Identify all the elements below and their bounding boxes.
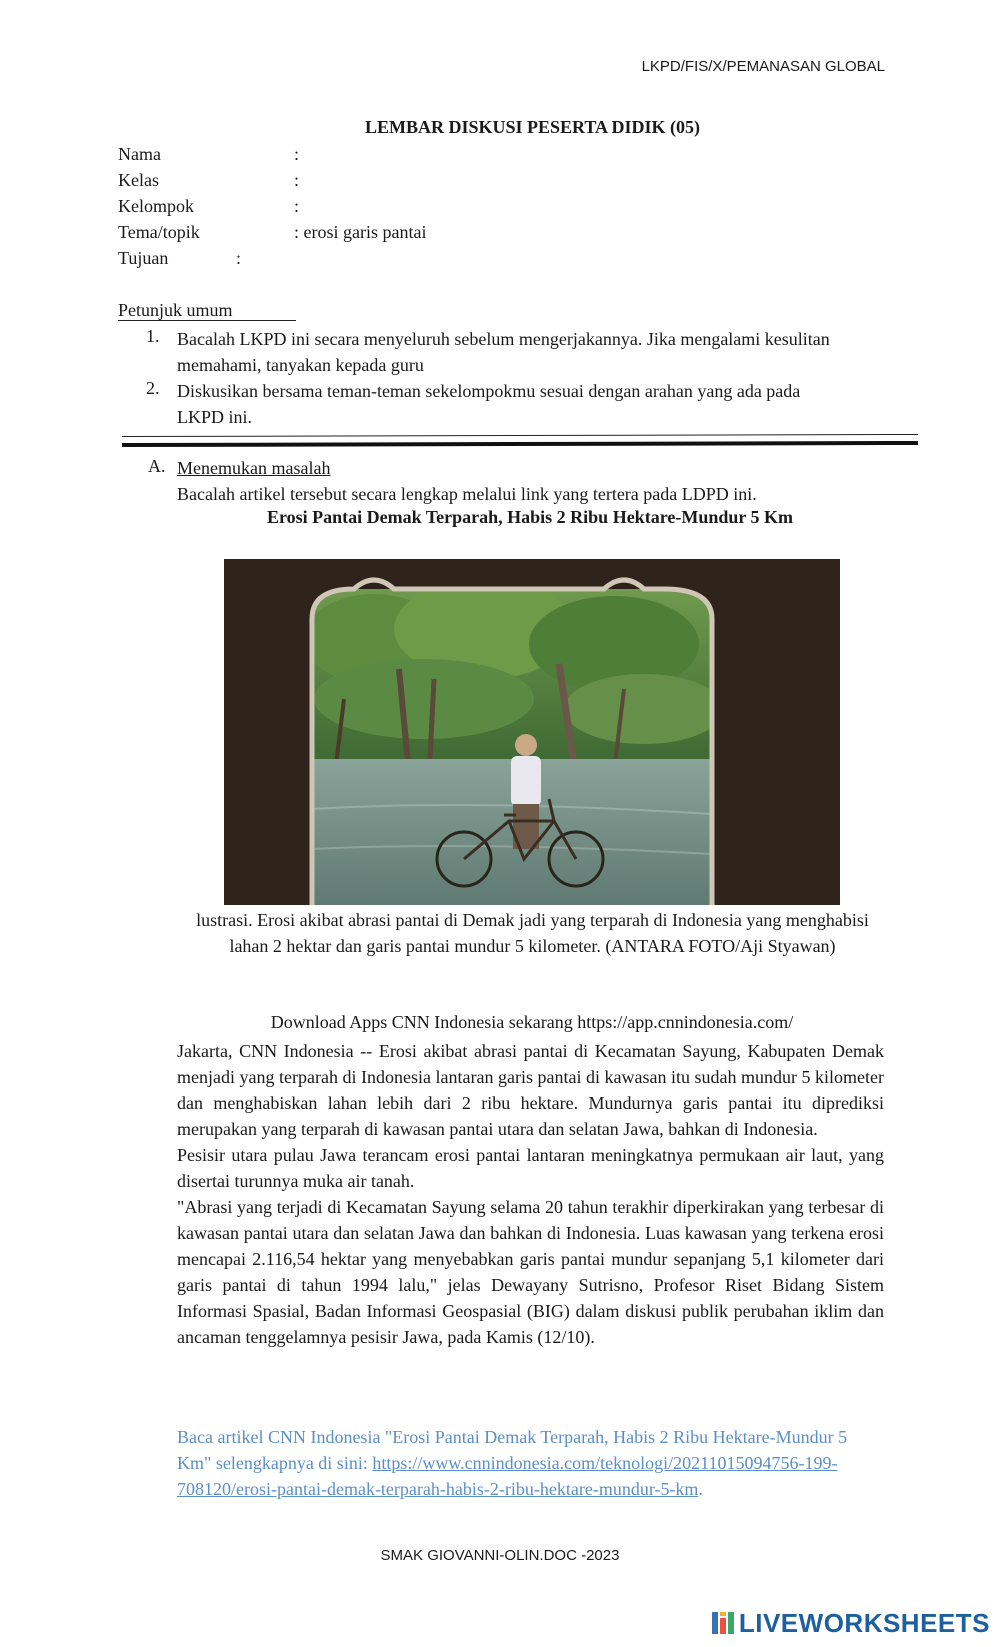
field-label-tujuan: Tujuan	[118, 248, 169, 268]
section-a-intro: Bacalah artikel tersebut secara lengkap melalui link yang tertera pada LDPD ini.	[177, 484, 757, 504]
instruction-item-1: Bacalah LKPD ini secara menyeluruh sebelum mengerjakannya. Jika mengalami kesulitan memahami, tanyakan kepada guru	[177, 329, 830, 375]
section-a-letter: A.	[148, 456, 166, 476]
article-photo	[224, 559, 840, 905]
article-paragraph-3: "Abrasi yang terjadi di Kecamatan Sayung selama 20 tahun terakhir diperkirakan yang terbesar di kawasan pantai utara dan selatan Jawa dan bahkan di Indonesia. Luas kawasan yang terkena erosi mencapai 2.116,54 hektar yang menyebabkan garis pantai mundur sepanjang 5,1 kilometer dari garis pantai di tahun 1994 lalu," jelas Dewayany Sutrisno, Profesor Riset Bidang Sistem Informasi Spasial, Badan Informasi Geospasial (BIG) dalam diskusi publik perubahan iklim dan ancaman tenggelamnya pesisir Jawa, pada Kamis (12/10).	[177, 1197, 884, 1347]
article-body	[177, 1038, 884, 1350]
field-value-nama: :	[294, 144, 300, 164]
article-title: Erosi Pantai Demak Terparah, Habis 2 Ribu Hektare-Mundur 5 Km	[266, 507, 794, 527]
read-more-text: Baca artikel CNN Indonesia "Erosi Pantai Demak Terparah, Habis 2 Ribu Hektare-Mundur 5 Km" selengkapnya di sini:	[177, 1427, 848, 1473]
liveworksheets-logo[interactable]	[712, 1608, 990, 1639]
read-more-block	[177, 1424, 884, 1502]
divider-thick	[122, 441, 918, 447]
article-link[interactable]: https://www.cnnindonesia.com/teknologi/20211015094756-199-708120/erosi-pantai-demak-terparah-habis-2-ribu-hektare-mundur-5-km	[177, 1453, 838, 1499]
field-label-kelas: Kelas	[118, 170, 159, 190]
field-value-tujuan: :	[236, 248, 242, 268]
article-paragraph-2: Pesisir utara pulau Jawa terancam erosi pantai lantaran meningkatnya permukaan air laut, yang disertai turunnya muka air tanah.	[177, 1145, 884, 1191]
liveworksheets-logo-icon	[712, 1612, 734, 1634]
instruction-number-1: 1.	[146, 326, 160, 346]
logo-text: LIVEWORKSHEETS	[738, 1608, 990, 1638]
download-app-line: Download Apps CNN Indonesia sekarang https://app.cnnindonesia.com/	[270, 1012, 794, 1032]
field-value-tema: : erosi garis pantai	[294, 222, 427, 242]
section-a-heading: Menemukan masalah	[177, 458, 331, 478]
page-footer: SMAK GIOVANNI-OLIN.DOC -2023	[380, 1547, 620, 1564]
field-value-kelompok: :	[294, 196, 300, 216]
read-more-end: .	[698, 1479, 703, 1499]
field-label-kelompok: Kelompok	[118, 196, 194, 216]
field-label-tema: Tema/topik	[118, 222, 200, 242]
document-code: LKPD/FIS/X/PEMANASAN GLOBAL	[641, 58, 885, 75]
photo-caption: lustrasi. Erosi akibat abrasi pantai di Demak jadi yang terparah di Indonesia yang menghabisi lahan 2 hektar dan garis pantai mundur 5 kilometer. (ANTARA FOTO/Aji Styawan)	[196, 910, 869, 956]
article-paragraph-1: Jakarta, CNN Indonesia -- Erosi akibat abrasi pantai di Kecamatan Sayung, Kabupaten Demak menjadi yang terparah di Indonesia lantaran garis pantai di kawasan itu sudah mundur 5 kilometer dan menghabiskan lahan lebih dari 2 ribu hektare. Mundurnya garis pantai itu diprediksi merupakan yang terparah di kawasan pantai utara dan selatan Jawa, bahkan di Indonesia.	[177, 1041, 884, 1139]
field-label-nama: Nama	[118, 144, 161, 164]
instruction-number-2: 2.	[146, 378, 160, 398]
page-title: LEMBAR DISKUSI PESERTA DIDIK (05)	[364, 117, 701, 137]
flooded-village-illustration	[224, 559, 840, 905]
instruction-item-2: Diskusikan bersama teman-teman sekelompokmu sesuai dengan arahan yang ada pada LKPD ini.	[177, 381, 801, 427]
divider-thin	[122, 434, 918, 437]
field-value-kelas: :	[294, 170, 300, 190]
instructions-heading: Petunjuk umum	[118, 300, 296, 321]
